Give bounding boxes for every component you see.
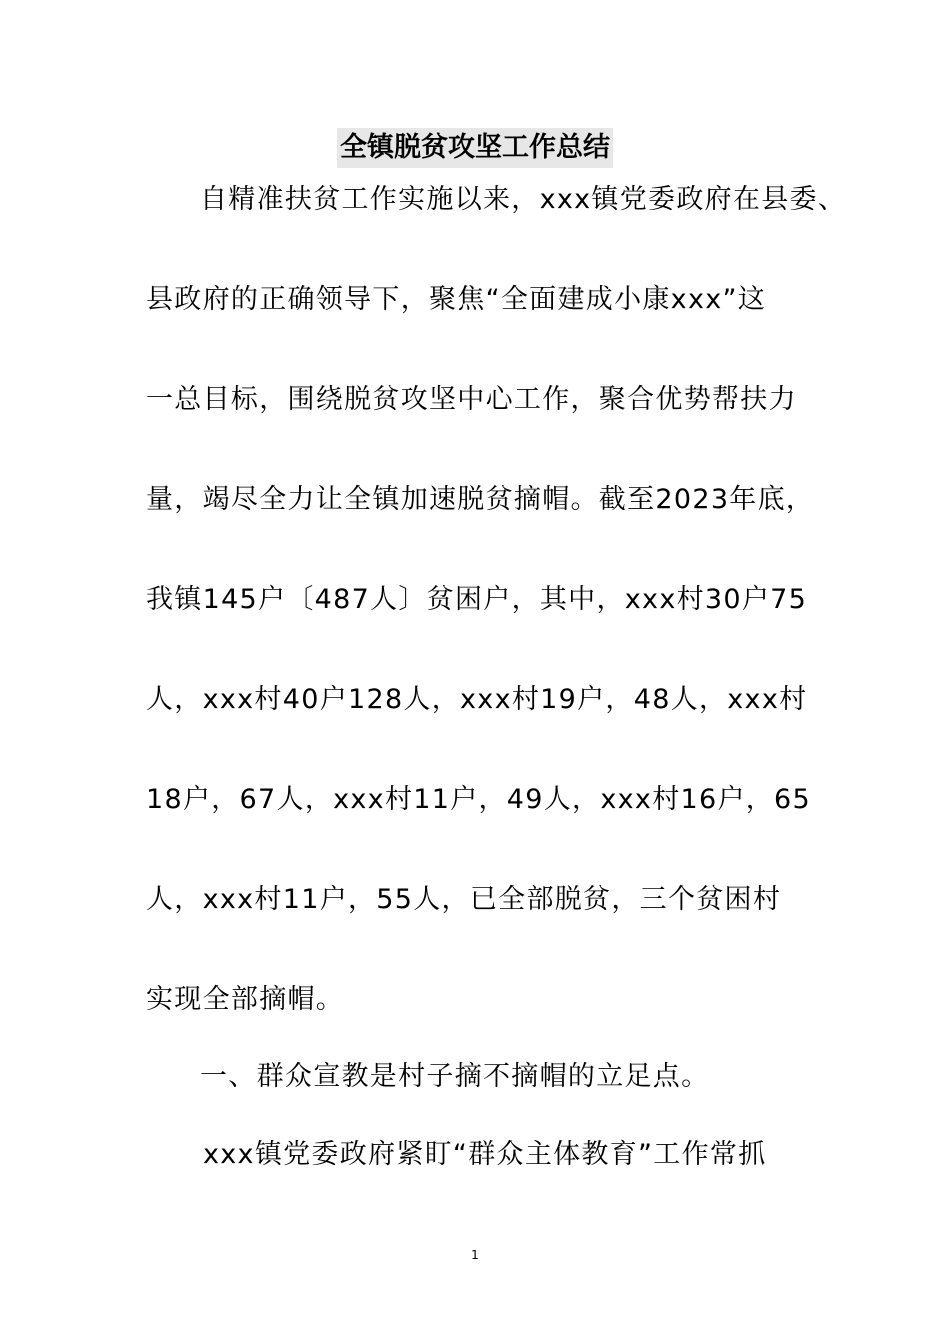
document-title: 全镇脱贫攻坚工作总结 — [337, 128, 613, 168]
paragraph-line: 人，xxx村11户，55人，已全部脱贫，三个贫困村 — [146, 884, 782, 915]
document-title-row — [0, 128, 950, 172]
page-number: 1 — [471, 1248, 479, 1262]
paragraph-line: 实现全部摘帽。 — [146, 984, 345, 1015]
section-heading: 一、群众宣教是村子摘不摘帽的立足点。 — [200, 1061, 710, 1092]
paragraph-line: 自精准扶贫工作实施以来，xxx镇党委政府在县委、 — [200, 184, 847, 215]
paragraph-line: 人，xxx村40户128人，xxx村19户，48人，xxx村 — [146, 684, 808, 715]
paragraph-line: 18户，67人，xxx村11户，49人，xxx村16户，65 — [146, 784, 812, 815]
paragraph-line: xxx镇党委政府紧盯“群众主体教育”工作常抓 — [203, 1139, 767, 1170]
paragraph-line: 县政府的正确领导下，聚焦“全面建成小康xxx”这 — [146, 284, 767, 315]
paragraph-line: 我镇145户〔487人〕贫困户，其中，xxx村30户75 — [146, 584, 808, 615]
paragraph-line: 一总目标，围绕脱贫攻坚中心工作，聚合优势帮扶力 — [146, 384, 797, 415]
paragraph-line: 量，竭尽全力让全镇加速脱贫摘帽。截至2023年底， — [146, 484, 815, 515]
